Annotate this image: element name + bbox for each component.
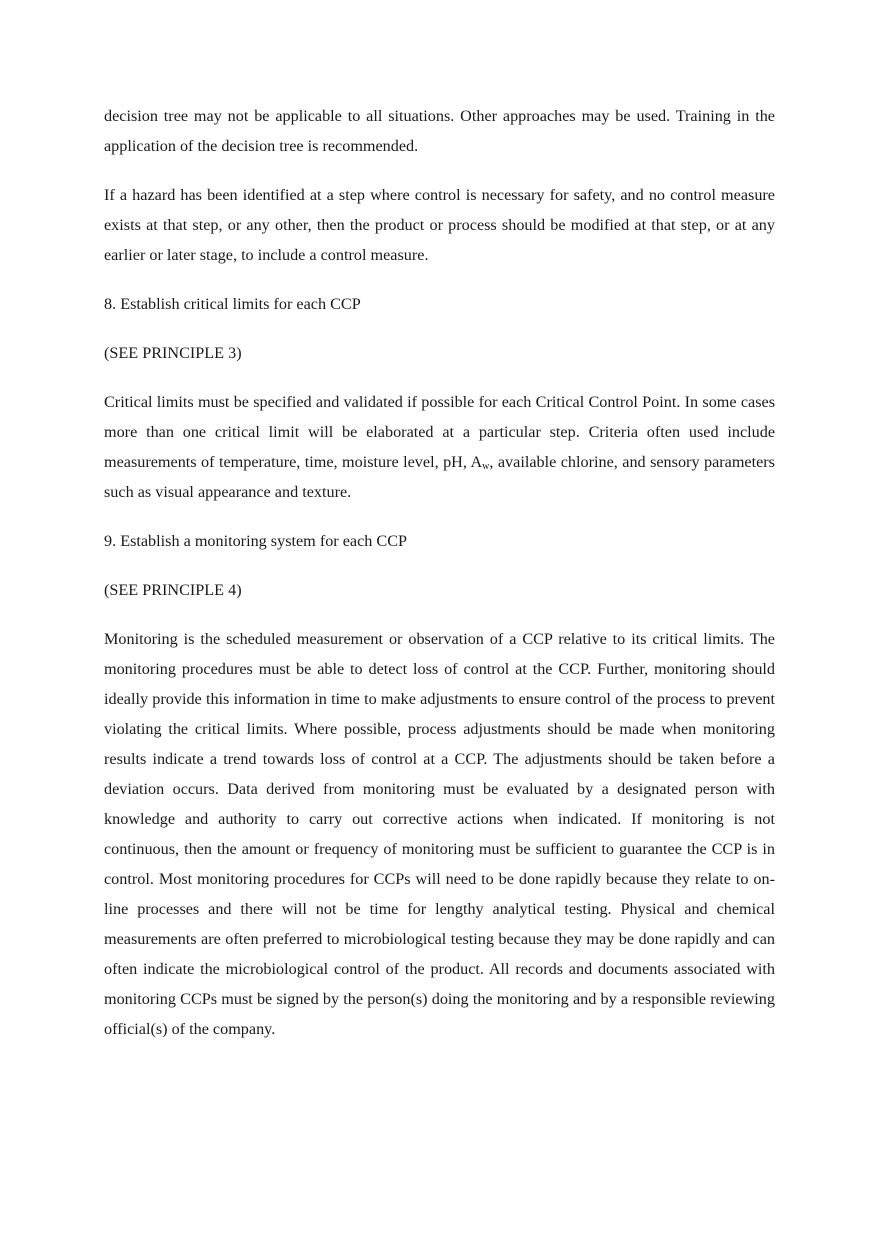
paragraph-hazard-control: If a hazard has been identified at a step where control is necessary for safety, and no control measure exists at that step, or any other, then the product or process should be modified at that step, or at any earlier or later stage, to include a control measure.: [104, 186, 775, 264]
critical-limits-text-end: , available chlorine, and sensory parameters such as visual appearance and texture.: [104, 453, 775, 501]
principle-4-reference: (SEE PRINCIPLE 4): [104, 581, 242, 599]
document-page: [104, 101, 775, 1063]
paragraph-critical-limits: [104, 387, 775, 507]
paragraph-monitoring: Monitoring is the scheduled measurement or observation of a CCP relative to its critical limits. The monitoring procedures must be able to detect loss of control at the CCP. Further, monitoring should ideally provide this information in time to make adjustments to ensure control of the process to prevent violating the critical limits. Where possible, process adjustments should be made when monitoring results indicate a trend towards loss of control at a CCP. The adjustments should be taken before a deviation occurs. Data derived from monitoring must be evaluated by a designated person with knowledge and authority to carry out corrective actions when indicated. If monitoring is not continuous, then the amount or frequency of monitoring must be sufficient to guarantee the CCP is in control. Most monitoring procedures for CCPs will need to be done rapidly because they relate to on-line processes and there will not be time for lengthy analytical testing. Physical and chemical measurements are often preferred to microbiological testing because they may be done rapidly and can often indicate the microbiological control of the product. All records and documents associated with monitoring CCPs must be signed by the person(s) doing the monitoring and by a responsible reviewing official(s) of the company.: [104, 630, 775, 1038]
water-activity-subscript: w: [482, 461, 490, 472]
heading-establish-monitoring: 9. Establish a monitoring system for each CCP: [104, 532, 408, 550]
critical-limits-text: Critical limits must be specified and validated if possible for each Critical Control Point. In some cases more than one critical limit will be elaborated at a particular step. Criteria often used include measurements of temperature, time, moisture level, pH, A: [104, 393, 775, 471]
paragraph-decision-tree: decision tree may not be applicable to all situations. Other approaches may be used. Training in the application of the decision tree is recommended.: [104, 107, 775, 155]
heading-establish-critical-limits: 8. Establish critical limits for each CCP: [104, 295, 361, 313]
principle-3-reference: (SEE PRINCIPLE 3): [104, 344, 242, 362]
